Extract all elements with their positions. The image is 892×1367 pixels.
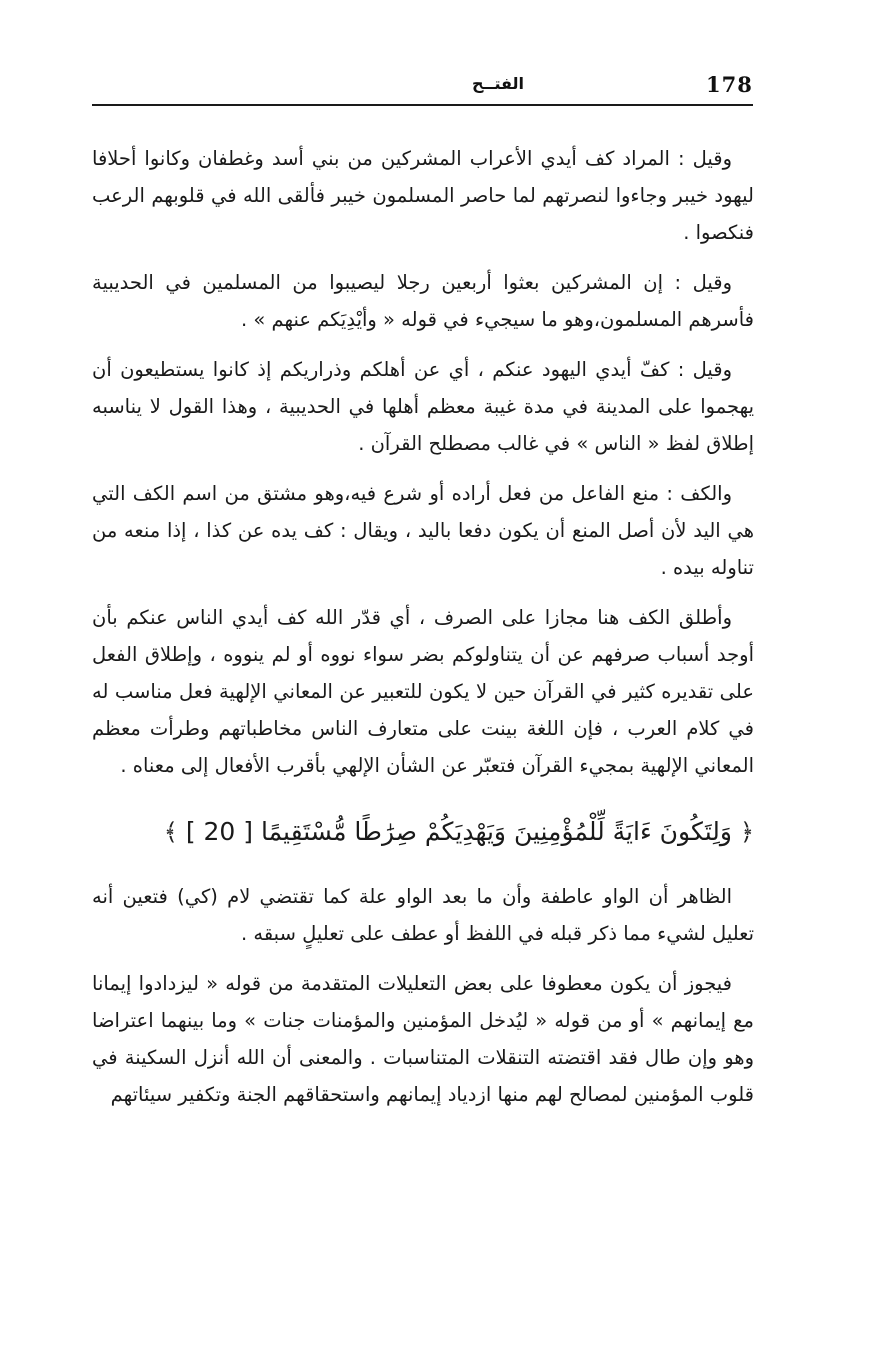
paragraph: وقيل : إن المشركين بعثوا أربعين رجلا ليصيبوا من المسلمين في الحديبية فأسرهم المسلمون،وهو ما سيجيء في قوله « وأيْدِيَكم عنهم » . xyxy=(92,271,754,331)
verse-open-ornament: ﴿ xyxy=(739,818,754,846)
paragraph: والكف : منع الفاعل من فعل أراده أو شرع فيه،وهو مشتق من اسم الكف التي هي اليد لأن أصل المنع أن يكون دفعا باليد ، ويقال : كف يده عن كذا ، إذا منعه من تناوله بيده . xyxy=(92,482,754,579)
paragraph: فيجوز أن يكون معطوفا على بعض التعليلات المتقدمة من قوله « ليزدادوا إيمانا مع إيمانهم » أو من قوله « ليُدخل المؤمنين والمؤمنات جنات » وما بينهما اعتراضا وهو وإن طال فقد اقتضته التنقلات المتناسبات . والمعنى أن الله أنزل السكينة في قلوب المؤمنين لمصالح لهم منها ازدياد إيمانهم واستحقاقهم الجنة وتكفير سيئاتهم xyxy=(92,972,754,1106)
page-header xyxy=(92,62,752,102)
paragraph: وأطلق الكف هنا مجازا على الصرف ، أي قدّر الله كف أيدي الناس عنكم بأن أوجد أسباب صرفهم عن أن يتناولوكم بضر سواء نووه أو لم ينووه ، وإطلاق الفعل على تقديره كثير في القرآن حين لا يكون للتعبير عن المعاني الإلهية فعل مناسب له في كلام العرب ، فإن اللغة بينت على متعارف الناس مخاطباتهم وطرأت معظم المعاني الإلهية بمجيء القرآن فتعبّر عن الشأن الإلهي بأقرب الأفعال إلى معناه . xyxy=(92,606,754,777)
page-body xyxy=(92,140,754,1126)
verse-number: [ 20 ] xyxy=(185,817,254,846)
verse-text: وَلِتَكُونَ ءَايَةً لِّلْمُؤْمِنِينَ وَيَهْدِيَكُمْ صِرَٰطًا مُّسْتَقِيمًا xyxy=(260,817,732,846)
page-number: 178 xyxy=(706,72,753,97)
paragraph: وقيل : كفّ أيدي اليهود عنكم ، أي عن أهلكم وذراريكم إذ كانوا يستطيعون أن يهجموا على المدينة في مدة غيبة معظم أهلها في الحديبية ، وهذا القول لا يناسبه إطلاق لفظ « الناس » في غالب مصطلح القرآن . xyxy=(92,358,754,455)
running-title: الفتــح xyxy=(472,74,525,93)
paragraph: وقيل : المراد كف أيدي الأعراب المشركين من بني أسد وغطفان وكانوا أحلافا ليهود خيبر وجاءوا لنصرتهم لما حاصر المسلمون خيبر فألقى الله في قلوبهم الرعب فنكصوا . xyxy=(92,147,754,244)
header-rule xyxy=(92,104,753,106)
verse-close-ornament: ﴾ xyxy=(163,818,178,846)
paragraph: الظاهر أن الواو عاطفة وأن ما بعد الواو علة كما تقتضي لام (كي) فتعين أنه تعليل لشيء مما ذكر قبله في اللفظ أو عطف على تعليلٍ سبقه . xyxy=(92,885,754,945)
quran-verse xyxy=(92,810,754,854)
